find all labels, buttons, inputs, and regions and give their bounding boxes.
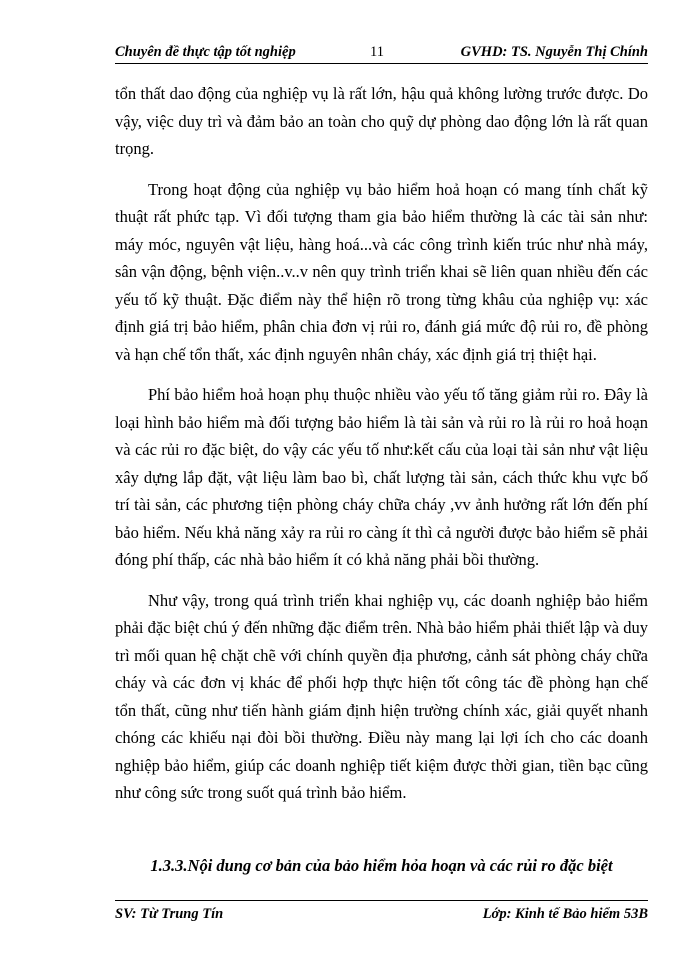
header-document-title: Chuyên đề thực tập tốt nghiệp: [115, 44, 296, 60]
paragraph-continuation: tổn thất dao động của nghiệp vụ là rất lớn, hậu quả không lường trước được. Do vậy, việc duy trì và đảm bảo an toàn cho quỹ dự phòng dao động lớn là rất quan trọng.: [115, 84, 648, 158]
footer-divider: [115, 900, 648, 901]
paragraph-premium-factors: Phí bảo hiểm hoả hoạn phụ thuộc nhiều vào yếu tố tăng giảm rủi ro. Đây là loại hình bảo hiểm mà đối tượng bảo hiểm là tài sản và rủi ro là rủi ro hoả hoạn và các rủi ro đặc biệt, do vậy các yếu tố như:kết cấu của loại tài sản như vật liệu xây dựng lắp đặt, vật liệu làm bao bì, chất lượng tài sản, cách thức khu vực bố trí tài sản, các phương tiện phòng cháy chữa cháy ,vv ảnh hưởng rất lớn đến phí bảo hiểm. Nếu khả năng xảy ra rủi ro càng ít thì cả người được bảo hiểm sẽ phải đóng phí thấp, các nhà bảo hiểm ít có khả năng phải bồi thường.: [115, 385, 648, 569]
page-number: 11: [370, 44, 384, 60]
footer-class-name: Lớp: Kinh tế Bảo hiểm 53B: [482, 906, 648, 922]
paragraph-conclusion: Như vậy, trong quá trình triển khai nghiệp vụ, các doanh nghiệp bảo hiểm phải đặc biệt chú ý đến những đặc điểm trên. Nhà bảo hiểm phải thiết lập và duy trì mối quan hệ chặt chẽ với chính quyền địa phương, cảnh sát phòng cháy chữa cháy và các đơn vị khác để phối hợp thực hiện tốt công tác đề phòng hạn chế tổn thất, cũng như tiến hành giám định hiện trường chính xác, giải quyết nhanh chóng các khiếu nại đòi bồi thường. Điều này mang lại lợi ích cho các doanh nghiệp bảo hiểm, giúp các doanh nghiệp tiết kiệm được thời gian, tiền bạc cũng như công sức trong suốt quá trình bảo hiểm.: [115, 590, 648, 802]
header-supervisor: GVHD: TS. Nguyễn Thị Chính: [460, 44, 648, 60]
header-divider: [115, 63, 648, 64]
paragraph-technical-nature: Trong hoạt động của nghiệp vụ bảo hiểm hoả hoạn có mang tính chất kỹ thuật rất phức tạp. Vì đối tượng tham gia bảo hiểm thường là các tài sản như: máy móc, nguyên vật liệu, hàng hoá...và các công trình kiến trúc như nhà máy, sân vận động, bệnh viện..v..v nên quy trình triển khai sẽ liên quan nhiều đến các yếu tố kỹ thuật. Đặc điểm này thể hiện rõ trong từng khâu của nghiệp vụ: xác định giá trị bảo hiểm, phân chia đơn vị rủi ro, đánh giá mức độ rủi ro, đề phòng và hạn chế tổn thất, xác định nguyên nhân cháy, xác định giá trị thiệt hại.: [115, 179, 648, 364]
page-footer: [115, 906, 648, 928]
section-heading: 1.3.3.Nội dung cơ bản của bảo hiểm hỏa hoạn và các rủi ro đặc biệt: [150, 856, 613, 875]
page-header: [115, 40, 648, 64]
footer-student-name: SV: Từ Trung Tín: [115, 906, 224, 922]
body-text: [115, 80, 648, 820]
